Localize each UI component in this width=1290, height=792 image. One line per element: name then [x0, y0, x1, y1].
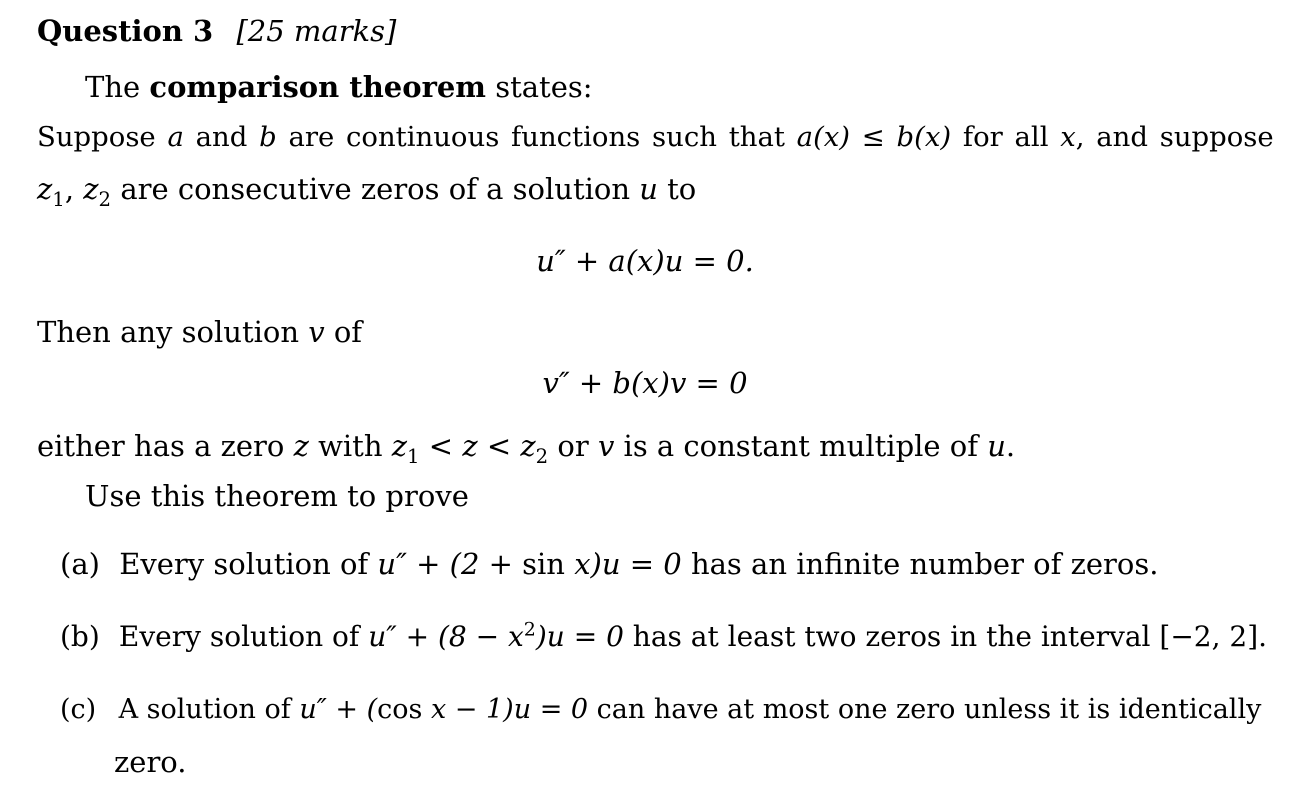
part-c-equation [299, 694, 588, 725]
conc-text-1: either has a zero [37, 429, 285, 463]
hypothesis-line-2 [37, 172, 697, 211]
hyp-text-3: are continuous functions such that [288, 121, 785, 153]
then-text-1: Then any solution [37, 315, 300, 349]
part-a-post: has an infinite number of zeros. [690, 547, 1159, 581]
equation-u: u″ + a(x)u = 0. [536, 244, 754, 278]
part-a-label: (a) [60, 547, 100, 581]
part-b-eq-b: )u = 0 [535, 620, 624, 653]
hyp-text-2: and [195, 121, 248, 153]
part-a-eq-fn: sin [522, 547, 565, 581]
part-b-post: has at least two zeros in the interval [632, 620, 1151, 653]
hyp-text-4: for all [962, 121, 1049, 153]
conclusion-line [37, 429, 1016, 468]
part-b-interval: [−2, 2]. [1159, 620, 1268, 653]
hyp-text-7: to [667, 172, 697, 206]
part-b-eq-sup: 2 [523, 618, 536, 641]
intro-post: states: [495, 70, 593, 104]
then-var-v: v [308, 315, 325, 349]
part-c-label: (c) [60, 694, 97, 725]
conc-period: . [1005, 429, 1016, 463]
conc-lt-2: < [486, 429, 512, 463]
part-b [60, 620, 1267, 653]
then-line [37, 315, 362, 349]
conc-text-4: is a constant multiple of [623, 429, 978, 463]
conc-var-u: u [987, 429, 1006, 463]
part-b-label: (b) [60, 620, 100, 653]
part-b-eq-a: u″ + (8 − x [368, 620, 524, 653]
hyp-z1: z [37, 172, 53, 206]
hypothesis-line-1 [37, 121, 1274, 153]
hyp-text-6: are consecutive zeros of a solution [120, 172, 631, 206]
intro-pre: The [85, 70, 141, 104]
conc-z1-sub: 1 [407, 444, 420, 468]
equation-v: v″ + b(x)v = 0 [542, 366, 748, 400]
part-c [60, 694, 1261, 725]
part-b-equation [368, 620, 624, 653]
part-a-eq-a: u″ + (2 + [377, 547, 523, 581]
intro-bold: comparison theorem [149, 70, 486, 104]
part-c-eq-a: u″ + ( [299, 694, 378, 725]
hyp-text-1: Suppose [37, 121, 156, 153]
question-marks: [25 marks] [236, 14, 397, 48]
hyp-inequality: a(x) ≤ b(x) [796, 121, 952, 153]
conc-lt-1: < [428, 429, 454, 463]
part-c-eq-fn: cos [377, 694, 423, 725]
question-heading [37, 14, 396, 48]
hyp-text-5: , and suppose [1075, 121, 1274, 153]
instruction: Use this theorem to prove [85, 479, 469, 513]
hyp-var-a: a [167, 121, 184, 153]
part-a-equation [377, 547, 681, 581]
part-a-eq-b: x)u = 0 [564, 547, 682, 581]
conc-var-v: v [597, 429, 615, 463]
part-a-pre: Every solution of [119, 547, 369, 581]
conc-text-2: with [318, 429, 383, 463]
hyp-sep: , [64, 172, 75, 206]
part-c-pre: A solution of [118, 694, 291, 725]
hyp-z2-sub: 2 [98, 187, 112, 211]
conc-z2: z [520, 429, 536, 463]
conc-z1: z [391, 429, 408, 463]
part-c-eq-b: x − 1)u = 0 [422, 694, 589, 725]
intro-line [85, 70, 593, 104]
part-c-post: can have at most one zero unless it is identically [596, 694, 1262, 725]
conc-var-z: z [293, 429, 309, 463]
then-text-2: of [333, 315, 363, 349]
hyp-var-b: b [259, 121, 277, 153]
hyp-var-u: u [639, 172, 658, 206]
conc-z: z [462, 429, 478, 463]
question-number: Question 3 [37, 14, 214, 48]
hyp-z2: z [83, 172, 99, 206]
conc-z2-sub: 2 [535, 444, 549, 468]
part-a [60, 547, 1158, 581]
part-c-continuation: zero. [114, 745, 187, 779]
conc-text-3: or [557, 429, 589, 463]
part-b-pre: Every solution of [118, 620, 360, 653]
hyp-var-x: x [1060, 121, 1076, 153]
hyp-z1-sub: 1 [52, 187, 65, 211]
